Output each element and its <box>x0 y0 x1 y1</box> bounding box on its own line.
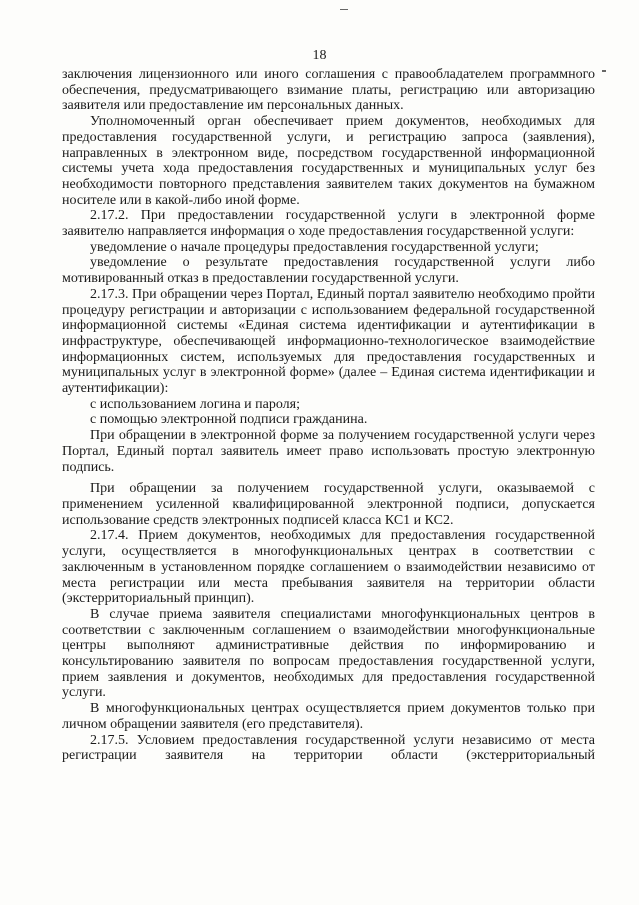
paragraph: 2.17.5. Условием предоставления государственной услуги независимо от места регистрации заявителя на территории области (экстерриториальный <box>62 732 595 764</box>
paragraph: заключения лицензионного или иного соглашения с правообладателем программного обеспечения, предусматривающего взимание платы, регистрацию или авторизацию заявителя или предоставление им персональных данных. <box>62 67 595 114</box>
list-item: с помощью электронной подписи гражданина. <box>90 412 368 428</box>
scan-artifact <box>340 9 348 10</box>
paragraph: Уполномоченный орган обеспечивает прием документов, необходимых для предоставления государственной услуги, и регистрацию запроса (заявления), направленных в электронном виде, посредством государственной информационной системы учета хода предоставления государственных и муниципальных услуг без необходимости повторного представления заявителем таких документов на бумажном носителе или в какой-либо иной форме. <box>62 114 595 208</box>
document-body <box>62 67 595 764</box>
page-number: 18 <box>312 48 327 63</box>
paragraph: При обращении за получением государственной услуги, оказываемой с применением усиленной квалифицированной электронной подписи, допускается использование средств электронных подписей класса КС1 и КС2. <box>62 481 595 528</box>
paragraph: 2.17.2. При предоставлении государственной услуги в электронной форме заявителю направляется информация о ходе предоставления государственной услуги: <box>62 208 595 240</box>
scan-artifact <box>602 70 606 72</box>
paragraph: 2.17.3. При обращении через Портал, Единый портал заявителю необходимо пройти процедуру регистрации и авторизации с использованием федеральной государственной информационной системы «Единая система идентификации и аутентификации в инфраструктуре, обеспечивающей информационно-технологическое взаимодействие информационных систем, используемых для предоставления государственных и муниципальных услуг в электронной форме» (далее – Единая система идентификации и аутентификации): <box>62 286 595 397</box>
list-item: с использованием логина и пароля; <box>90 396 300 412</box>
paragraph: В многофункциональных центрах осуществляется прием документов только при личном обращении заявителя (его представителя). <box>62 701 595 732</box>
paragraph: 2.17.4. Прием документов, необходимых для предоставления государственной услуги, осуществляется в многофункциональных центрах в соответствии с заключенным в установленном порядке соглашением о взаимодействии независимо от места регистрации или места пребывания заявителя на территории области (экстерриториальный принцип). <box>62 528 595 607</box>
list-item: уведомление о результате предоставления государственной услуги либо мотивированный отказ в предоставлении государственной услуги. <box>62 255 595 287</box>
list-item: уведомление о начале процедуры предоставления государственной услуги; <box>90 239 539 255</box>
paragraph: В случае приема заявителя специалистами многофункциональных центров в соответствии с заключенным соглашением о взаимодействии многофункциональные центры выполняют административные действия по информированию и консультированию заявителя по вопросам предоставления государственной услуги, прием заявления и документов, необходимых для предоставления государственной услуги. <box>62 606 595 701</box>
paragraph: При обращении в электронной форме за получением государственной услуги через Портал, Единый портал заявитель имеет право использовать простую электронную подпись. <box>62 428 595 475</box>
